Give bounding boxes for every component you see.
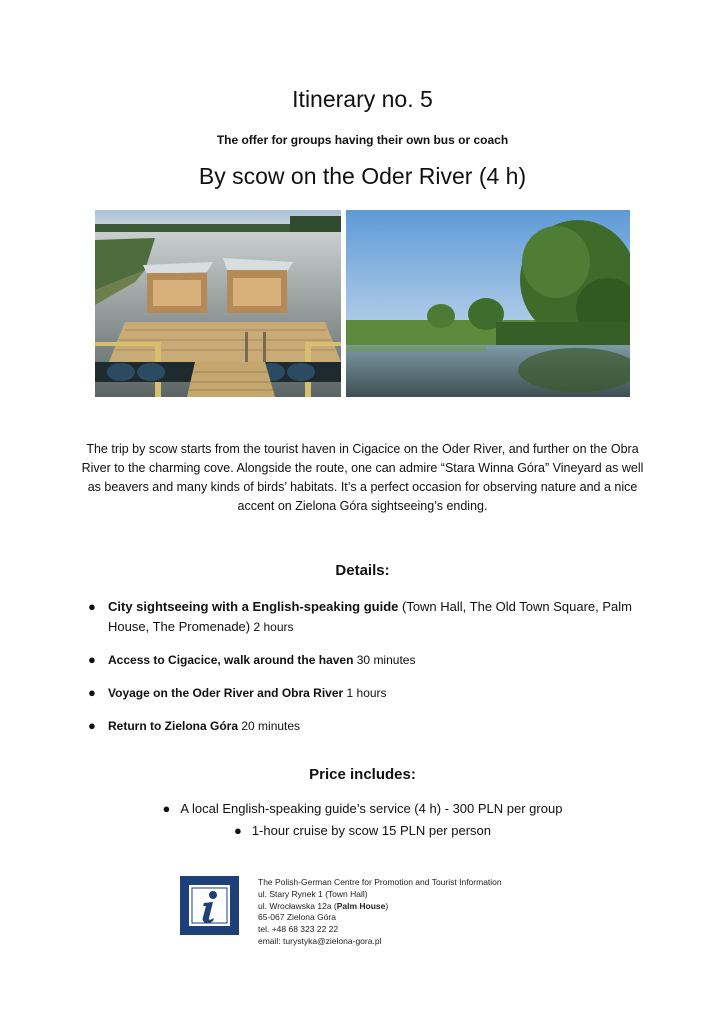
details-item-duration: 1 hours — [343, 686, 387, 700]
bullet-icon: ● — [233, 823, 242, 838]
price-heading: Price includes: — [309, 766, 416, 783]
details-item-duration: 20 minutes — [238, 719, 301, 733]
page-subtitle: The offer for groups having their own bus or coach — [216, 133, 509, 147]
intro-paragraph: The trip by scow starts from the tourist haven in Cigacice on the Oder River, and further on the Obra River to the charming cove. Alongside the route, one can admire “Stara Winna Góra” Vineyard as well as beavers and many kinds of birds’ habitats. It’s a perfect occasion for observing nature and a nice accent on Zielona Góra sightseeing’s ending. — [81, 442, 644, 513]
footer-phone: tel. +48 68 323 22 22 — [258, 924, 339, 935]
price-item — [0, 801, 725, 816]
bullet-icon: ● — [88, 599, 96, 614]
details-item — [88, 597, 648, 637]
footer-contact — [258, 877, 502, 948]
details-item-title: Access to Cigacice, walk around the haven — [108, 653, 354, 667]
details-item — [88, 716, 648, 736]
details-item-places: (Town Hall, The Old Town Square, Palm House, The Promenade) — [108, 599, 633, 634]
price-item-text: 1-hour cruise by scow 15 PLN per person — [251, 823, 492, 838]
footer-postal: 65-067 Zielona Góra — [258, 912, 336, 923]
details-heading: Details: — [335, 562, 390, 579]
page-title: Itinerary no. 5 — [292, 86, 433, 112]
footer-org: The Polish-German Centre for Promotion and Tourist Information — [258, 877, 502, 887]
footer-email[interactable]: email: turystyka@zielona-gora.pl — [258, 935, 382, 946]
details-item-title: Voyage on the Oder River and Obra River — [108, 686, 344, 700]
tourist-info-logo — [180, 876, 239, 935]
photo-scows-at-pier — [95, 210, 341, 397]
footer-address-2-bold: Palm House — [336, 900, 386, 911]
bullet-icon: ● — [88, 652, 96, 667]
details-item-duration: 2 hours — [250, 620, 294, 634]
info-icon — [180, 876, 239, 935]
footer-address-2-suffix: ) — [385, 900, 389, 911]
footer-address-1: ul. Stary Rynek 1 (Town Hall) — [258, 888, 368, 899]
trip-heading: By scow on the Oder River (4 h) — [198, 163, 527, 189]
photo-river-landscape — [346, 210, 630, 397]
footer-address-2 — [258, 901, 502, 913]
details-item — [88, 650, 648, 670]
details-item — [88, 683, 648, 703]
price-item — [0, 823, 725, 838]
bullet-icon: ● — [162, 801, 171, 816]
details-item-duration: 30 minutes — [353, 653, 416, 667]
details-item-title: City sightseeing with a English-speaking guide — [108, 599, 399, 614]
details-item-title: Return to Zielona Góra — [108, 719, 239, 733]
bullet-icon: ● — [88, 718, 96, 733]
price-item-text: A local English-speaking guide’s service (4 h) - 300 PLN per group — [180, 801, 563, 816]
footer-address-2-prefix: ul. Wrocławska 12a ( — [258, 900, 337, 911]
bullet-icon: ● — [88, 685, 96, 700]
